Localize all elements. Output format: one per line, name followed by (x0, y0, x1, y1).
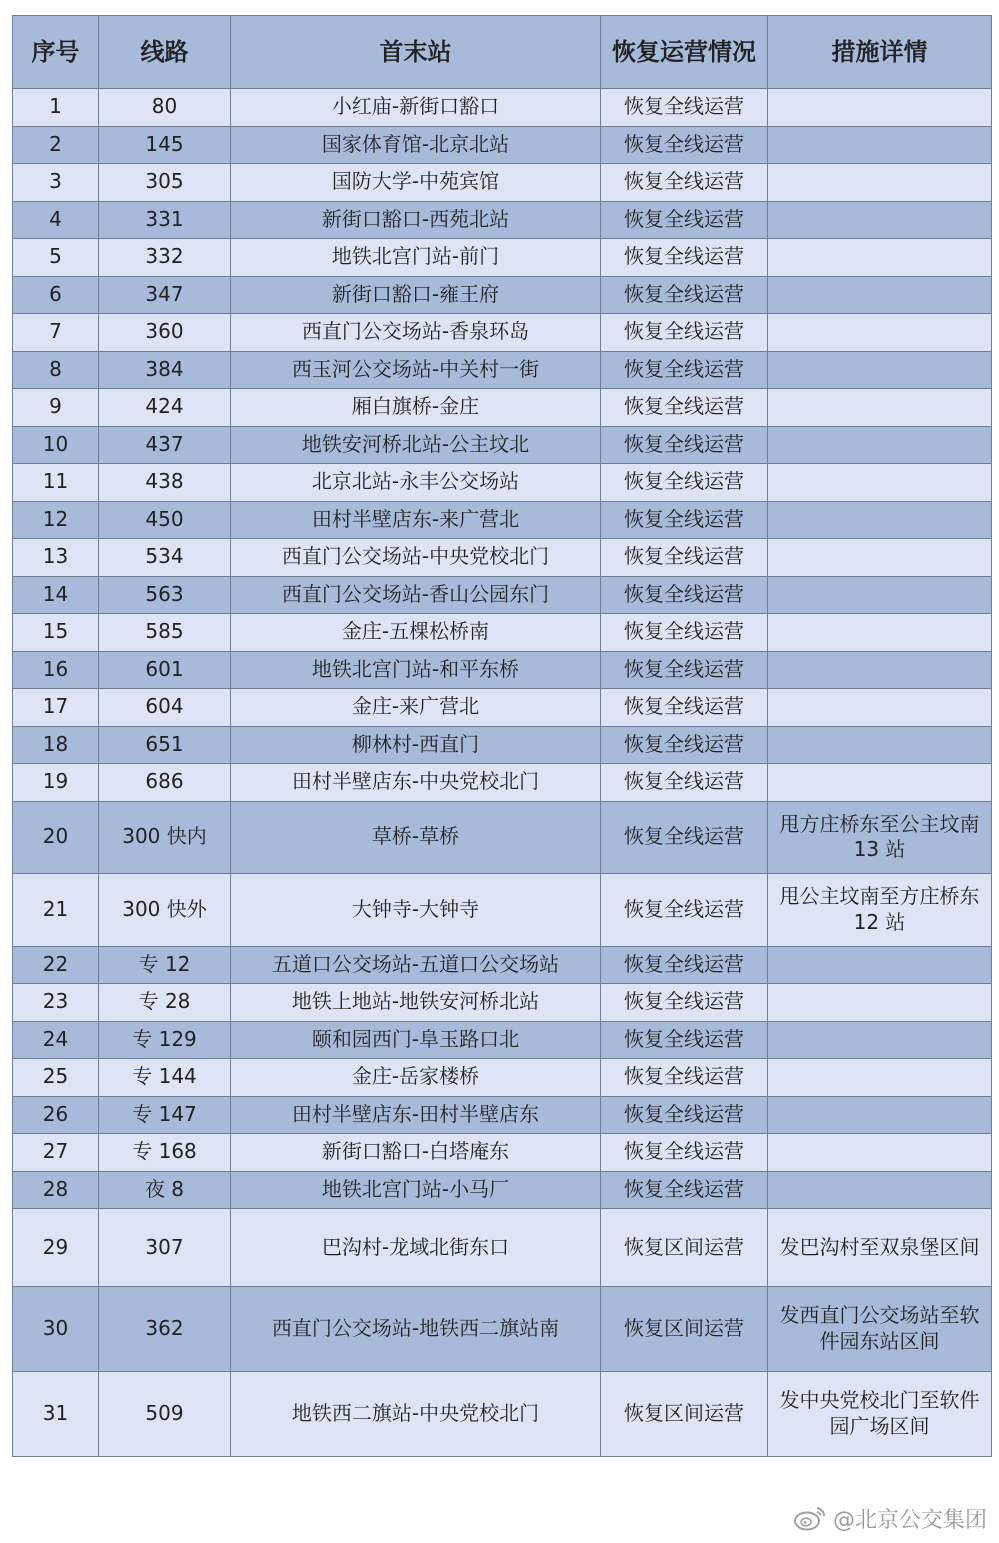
row-status: 恢复全线运营 (601, 726, 768, 764)
row-status: 恢复全线运营 (601, 276, 768, 314)
row-no: 11 (13, 464, 99, 502)
row-no: 25 (13, 1059, 99, 1097)
row-stations: 地铁上地站-地铁安河桥北站 (231, 984, 601, 1022)
row-status: 恢复全线运营 (601, 201, 768, 239)
row-detail (768, 1059, 992, 1097)
row-stations: 颐和园西门-阜玉路口北 (231, 1021, 601, 1059)
table-body (13, 89, 992, 1457)
row-route: 307 (99, 1209, 231, 1287)
row-route: 300 快外 (99, 874, 231, 947)
row-status: 恢复区间运营 (601, 1209, 768, 1287)
row-no: 19 (13, 764, 99, 802)
table-row (13, 426, 992, 464)
row-route: 438 (99, 464, 231, 502)
row-status: 恢复全线运营 (601, 651, 768, 689)
table-row (13, 689, 992, 727)
row-route: 夜 8 (99, 1171, 231, 1209)
table-row (13, 1134, 992, 1172)
row-status: 恢复全线运营 (601, 164, 768, 202)
row-detail (768, 426, 992, 464)
table-row (13, 1059, 992, 1097)
weibo-logo-icon (793, 1505, 827, 1531)
row-stations: 新街口豁口-雍王府 (231, 276, 601, 314)
row-route: 305 (99, 164, 231, 202)
row-detail (768, 946, 992, 984)
row-status: 恢复全线运营 (601, 464, 768, 502)
row-status: 恢复全线运营 (601, 501, 768, 539)
table-row (13, 946, 992, 984)
row-detail (768, 726, 992, 764)
row-route: 604 (99, 689, 231, 727)
row-stations: 地铁北宫门站-和平东桥 (231, 651, 601, 689)
row-stations: 西直门公交场站-香山公园东门 (231, 576, 601, 614)
row-detail (768, 126, 992, 164)
row-status: 恢复全线运营 (601, 1021, 768, 1059)
row-stations: 地铁安河桥北站-公主坟北 (231, 426, 601, 464)
route-status-table (12, 15, 992, 1457)
row-route: 专 12 (99, 946, 231, 984)
table-row (13, 984, 992, 1022)
table-row (13, 1287, 992, 1372)
row-detail (768, 501, 992, 539)
row-status: 恢复全线运营 (601, 426, 768, 464)
row-detail (768, 1134, 992, 1172)
row-stations: 北京北站-永丰公交场站 (231, 464, 601, 502)
row-detail (768, 984, 992, 1022)
table-row (13, 539, 992, 577)
row-stations: 小红庙-新街口豁口 (231, 89, 601, 127)
header-stations: 首末站 (231, 16, 601, 89)
row-stations: 草桥-草桥 (231, 801, 601, 874)
row-no: 31 (13, 1372, 99, 1457)
row-stations: 金庄-来广营北 (231, 689, 601, 727)
table-row (13, 239, 992, 277)
table-row (13, 1372, 992, 1457)
row-stations: 西玉河公交场站-中关村一街 (231, 351, 601, 389)
table-row (13, 1171, 992, 1209)
header-detail: 措施详情 (768, 16, 992, 89)
row-no: 27 (13, 1134, 99, 1172)
row-status: 恢复区间运营 (601, 1372, 768, 1457)
row-route: 384 (99, 351, 231, 389)
table-row (13, 576, 992, 614)
row-route: 360 (99, 314, 231, 352)
row-no: 14 (13, 576, 99, 614)
row-no: 10 (13, 426, 99, 464)
row-status: 恢复全线运营 (601, 1096, 768, 1134)
row-status: 恢复全线运营 (601, 1059, 768, 1097)
row-route: 362 (99, 1287, 231, 1372)
row-status: 恢复全线运营 (601, 1171, 768, 1209)
row-no: 29 (13, 1209, 99, 1287)
row-status: 恢复全线运营 (601, 576, 768, 614)
row-stations: 金庄-岳家楼桥 (231, 1059, 601, 1097)
row-detail (768, 276, 992, 314)
row-no: 17 (13, 689, 99, 727)
row-status: 恢复区间运营 (601, 1287, 768, 1372)
table-row (13, 651, 992, 689)
row-no: 1 (13, 89, 99, 127)
row-no: 23 (13, 984, 99, 1022)
row-status: 恢复全线运营 (601, 984, 768, 1022)
row-stations: 五道口公交场站-五道口公交场站 (231, 946, 601, 984)
table-row (13, 1209, 992, 1287)
table-row (13, 874, 992, 947)
table-row (13, 164, 992, 202)
table-row (13, 464, 992, 502)
row-no: 24 (13, 1021, 99, 1059)
row-no: 9 (13, 389, 99, 427)
row-detail (768, 764, 992, 802)
row-status: 恢复全线运营 (601, 126, 768, 164)
row-detail (768, 239, 992, 277)
row-stations: 地铁北宫门站-前门 (231, 239, 601, 277)
table-row (13, 201, 992, 239)
row-no: 21 (13, 874, 99, 947)
table-row (13, 389, 992, 427)
row-status: 恢复全线运营 (601, 1134, 768, 1172)
row-stations: 巴沟村-龙域北街东口 (231, 1209, 601, 1287)
row-detail (768, 1096, 992, 1134)
row-stations: 西直门公交场站-中央党校北门 (231, 539, 601, 577)
row-route: 585 (99, 614, 231, 652)
row-no: 18 (13, 726, 99, 764)
row-route: 601 (99, 651, 231, 689)
row-route: 专 147 (99, 1096, 231, 1134)
row-no: 22 (13, 946, 99, 984)
table-row (13, 1021, 992, 1059)
row-no: 6 (13, 276, 99, 314)
row-route: 145 (99, 126, 231, 164)
row-detail: 发中央党校北门至软件园广场区间 (768, 1372, 992, 1457)
table-row (13, 801, 992, 874)
row-no: 26 (13, 1096, 99, 1134)
row-stations: 金庄-五棵松桥南 (231, 614, 601, 652)
row-stations: 国防大学-中苑宾馆 (231, 164, 601, 202)
row-no: 5 (13, 239, 99, 277)
table-row (13, 726, 992, 764)
row-no: 30 (13, 1287, 99, 1372)
row-stations: 柳林村-西直门 (231, 726, 601, 764)
row-detail (768, 164, 992, 202)
row-status: 恢复全线运营 (601, 389, 768, 427)
row-route: 509 (99, 1372, 231, 1457)
row-no: 20 (13, 801, 99, 874)
row-stations: 田村半壁店东-中央党校北门 (231, 764, 601, 802)
row-no: 13 (13, 539, 99, 577)
row-stations: 西直门公交场站-香泉环岛 (231, 314, 601, 352)
row-detail (768, 351, 992, 389)
row-route: 424 (99, 389, 231, 427)
row-route: 347 (99, 276, 231, 314)
header-no: 序号 (13, 16, 99, 89)
row-stations: 新街口豁口-白塔庵东 (231, 1134, 601, 1172)
table-header-row (13, 16, 992, 89)
header-status: 恢复运营情况 (601, 16, 768, 89)
table-row (13, 89, 992, 127)
row-stations: 地铁西二旗站-中央党校北门 (231, 1372, 601, 1457)
table-row (13, 314, 992, 352)
row-status: 恢复全线运营 (601, 946, 768, 984)
row-stations: 大钟寺-大钟寺 (231, 874, 601, 947)
table-row (13, 764, 992, 802)
row-route: 450 (99, 501, 231, 539)
row-status: 恢复全线运营 (601, 239, 768, 277)
row-route: 专 168 (99, 1134, 231, 1172)
row-detail (768, 314, 992, 352)
row-route: 651 (99, 726, 231, 764)
row-status: 恢复全线运营 (601, 801, 768, 874)
row-stations: 西直门公交场站-地铁西二旗站南 (231, 1287, 601, 1372)
row-no: 7 (13, 314, 99, 352)
row-detail (768, 89, 992, 127)
table-row (13, 276, 992, 314)
row-detail (768, 539, 992, 577)
row-stations: 地铁北宫门站-小马厂 (231, 1171, 601, 1209)
row-stations: 田村半壁店东-来广营北 (231, 501, 601, 539)
row-no: 8 (13, 351, 99, 389)
table-row (13, 614, 992, 652)
row-route: 300 快内 (99, 801, 231, 874)
row-status: 恢复全线运营 (601, 351, 768, 389)
row-detail (768, 689, 992, 727)
row-stations: 新街口豁口-西苑北站 (231, 201, 601, 239)
row-detail: 甩公主坟南至方庄桥东 12 站 (768, 874, 992, 947)
row-detail (768, 1021, 992, 1059)
row-route: 563 (99, 576, 231, 614)
row-detail: 发西直门公交场站至软件园东站区间 (768, 1287, 992, 1372)
row-detail: 发巴沟村至双泉堡区间 (768, 1209, 992, 1287)
row-no: 4 (13, 201, 99, 239)
row-detail (768, 1171, 992, 1209)
row-route: 专 28 (99, 984, 231, 1022)
table-row (13, 126, 992, 164)
row-status: 恢复全线运营 (601, 539, 768, 577)
row-status: 恢复全线运营 (601, 614, 768, 652)
row-no: 2 (13, 126, 99, 164)
header-route: 线路 (99, 16, 231, 89)
row-detail (768, 576, 992, 614)
row-route: 534 (99, 539, 231, 577)
row-detail: 甩方庄桥东至公主坟南 13 站 (768, 801, 992, 874)
table-row (13, 351, 992, 389)
row-no: 28 (13, 1171, 99, 1209)
row-route: 332 (99, 239, 231, 277)
watermark (793, 1503, 987, 1533)
row-status: 恢复全线运营 (601, 764, 768, 802)
row-detail (768, 201, 992, 239)
row-status: 恢复全线运营 (601, 689, 768, 727)
row-route: 331 (99, 201, 231, 239)
table-row (13, 501, 992, 539)
row-route: 437 (99, 426, 231, 464)
row-status: 恢复全线运营 (601, 314, 768, 352)
row-stations: 国家体育馆-北京北站 (231, 126, 601, 164)
row-detail (768, 614, 992, 652)
row-detail (768, 651, 992, 689)
row-route: 专 144 (99, 1059, 231, 1097)
row-route: 686 (99, 764, 231, 802)
table-row (13, 1096, 992, 1134)
watermark-text: @北京公交集团 (832, 1507, 987, 1533)
row-no: 3 (13, 164, 99, 202)
row-no: 16 (13, 651, 99, 689)
row-route: 专 129 (99, 1021, 231, 1059)
row-route: 80 (99, 89, 231, 127)
row-no: 15 (13, 614, 99, 652)
row-status: 恢复全线运营 (601, 89, 768, 127)
row-detail (768, 464, 992, 502)
row-stations: 厢白旗桥-金庄 (231, 389, 601, 427)
row-status: 恢复全线运营 (601, 874, 768, 947)
row-detail (768, 389, 992, 427)
row-no: 12 (13, 501, 99, 539)
row-stations: 田村半壁店东-田村半壁店东 (231, 1096, 601, 1134)
